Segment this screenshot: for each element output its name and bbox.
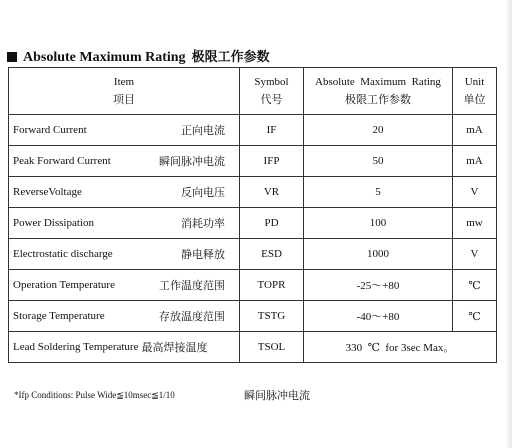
footnote-zh: 瞬间脉冲电流: [244, 389, 310, 402]
header-unit: Unit 单位: [453, 68, 497, 115]
item-cell: ReverseVoltage 反向电压: [9, 177, 240, 208]
square-bullet-icon: [7, 52, 17, 62]
value-cell: 50: [304, 146, 453, 177]
value-cell-merged: 330 ℃ for 3sec Max。: [304, 332, 497, 363]
item-cell: Power Dissipation 消耗功率: [9, 208, 240, 239]
symbol-cell: TSTG: [240, 301, 304, 332]
heading-zh: 极限工作参数: [191, 50, 270, 65]
symbol-cell: VR: [240, 177, 304, 208]
item-cell: Operation Temperature 工作温度范围: [9, 270, 240, 301]
symbol-cell: TSOL: [240, 332, 304, 363]
table-row: [9, 208, 497, 239]
table-row: [9, 177, 497, 208]
item-cell: Lead Soldering Temperature 最高焊接温度: [9, 332, 240, 363]
heading-en: Absolute Maximum Rating: [23, 50, 186, 65]
table-row: [9, 239, 497, 270]
table-row: [9, 301, 497, 332]
table-row: [9, 146, 497, 177]
header-rating: Absolute Maximum Rating 极限工作参数: [304, 68, 453, 115]
item-cell: Storage Temperature 存放温度范围: [9, 301, 240, 332]
unit-cell: V: [453, 239, 497, 270]
unit-cell: mA: [453, 146, 497, 177]
value-cell: -25～+80: [304, 270, 453, 301]
table-row-soldering: [9, 332, 497, 363]
value-cell: 5: [304, 177, 453, 208]
table-header-row: [9, 68, 497, 115]
table-row: [9, 115, 497, 146]
unit-cell: mw: [453, 208, 497, 239]
table-row: [9, 270, 497, 301]
symbol-cell: IF: [240, 115, 304, 146]
value-cell: 1000: [304, 239, 453, 270]
symbol-cell: TOPR: [240, 270, 304, 301]
symbol-cell: ESD: [240, 239, 304, 270]
header-symbol: Symbol 代号: [240, 68, 304, 115]
value-cell: -40～+80: [304, 301, 453, 332]
page-edge: [507, 0, 512, 448]
item-cell: Forward Current 正向电流: [9, 115, 240, 146]
unit-cell: ℃: [453, 270, 497, 301]
item-cell: Electrostatic discharge 静电释放: [9, 239, 240, 270]
header-item: Item 项目: [9, 68, 240, 115]
value-cell: 100: [304, 208, 453, 239]
unit-cell: mA: [453, 115, 497, 146]
section-heading: [7, 46, 270, 66]
value-cell: 20: [304, 115, 453, 146]
footnote-conditions: *Ifp Conditions: Pulse Wide≦10msec≦1/10: [14, 390, 175, 400]
unit-cell: V: [453, 177, 497, 208]
unit-cell: ℃: [453, 301, 497, 332]
symbol-cell: PD: [240, 208, 304, 239]
symbol-cell: IFP: [240, 146, 304, 177]
item-cell: Peak Forward Current 瞬间脉冲电流: [9, 146, 240, 177]
rating-table: [8, 67, 497, 363]
